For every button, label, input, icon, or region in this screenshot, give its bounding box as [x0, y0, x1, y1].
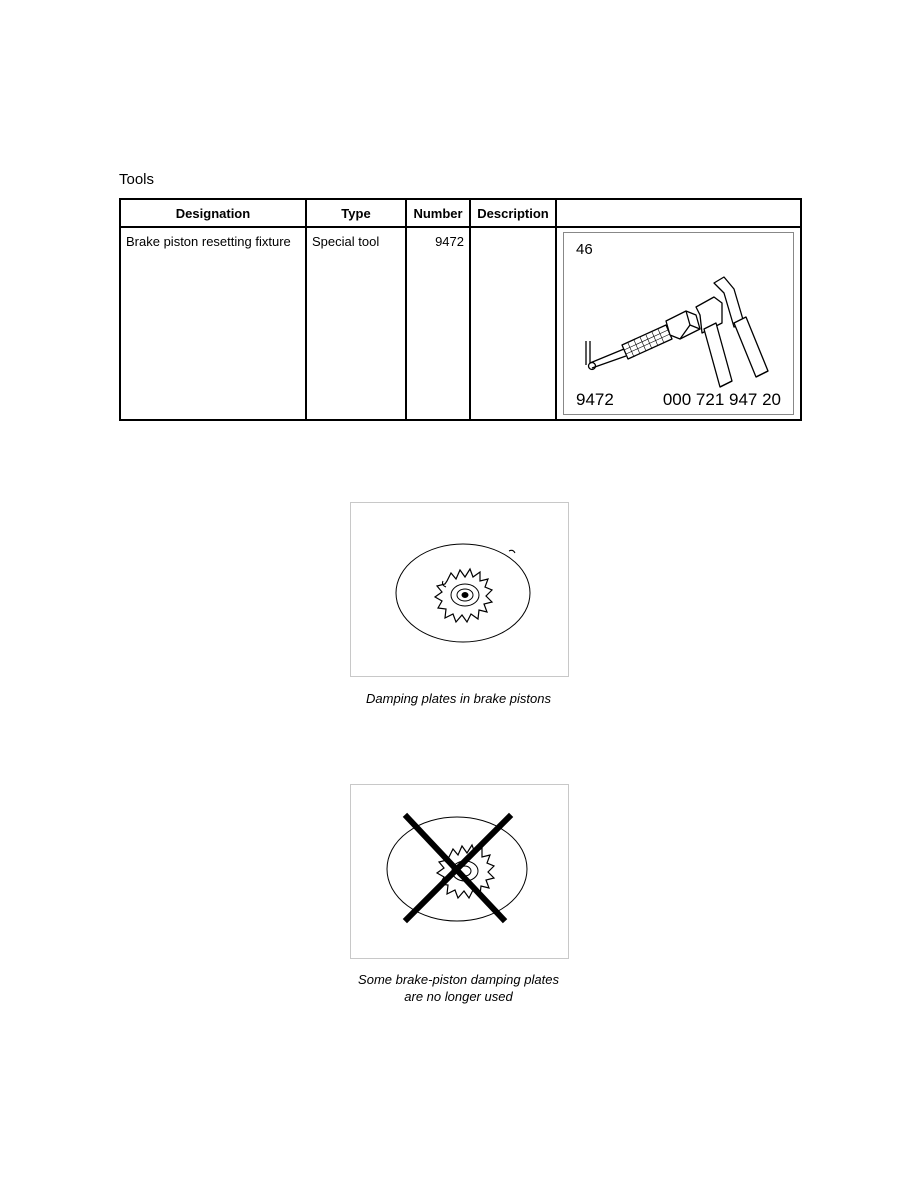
designation-value: Brake piston resetting fixture: [126, 234, 291, 249]
figure-caption: [300, 690, 617, 707]
description-value: [471, 228, 555, 234]
tools-table: [119, 198, 802, 421]
section-title: Tools: [119, 171, 155, 188]
cell-description: [470, 227, 556, 420]
tool-image-frame: [563, 232, 794, 415]
column-header-designation: Designation: [120, 199, 306, 227]
cell-type: [306, 227, 406, 420]
column-header-description: Description: [470, 199, 556, 227]
figure-caption: [300, 971, 617, 1005]
number-value: 9472: [435, 234, 464, 249]
damping-plate-figure: [350, 502, 569, 677]
cell-number: [406, 227, 470, 420]
table-row: [120, 227, 801, 420]
caption-line: Damping plates in brake pistons: [366, 691, 551, 706]
column-header-type: Type: [306, 199, 406, 227]
crossed-out-damping-plate-icon: [351, 785, 568, 958]
column-header-image: [556, 199, 801, 227]
figure-number: 46: [576, 241, 593, 258]
cell-image: [556, 227, 801, 420]
column-header-number: Number: [406, 199, 470, 227]
damping-plate-icon: [351, 503, 568, 676]
type-value: Special tool: [312, 234, 380, 249]
table-header-row: [120, 199, 801, 227]
crossed-out-damping-plate-figure: [350, 784, 569, 959]
tool-number-label: 9472: [576, 390, 614, 409]
caption-line: are no longer used: [404, 989, 513, 1004]
caption-line: Some brake-piston damping plates: [358, 972, 559, 987]
part-number-label: 000 721 947 20: [662, 390, 781, 409]
cell-designation: [120, 227, 306, 420]
brake-piston-resetting-fixture-icon: [574, 253, 784, 393]
